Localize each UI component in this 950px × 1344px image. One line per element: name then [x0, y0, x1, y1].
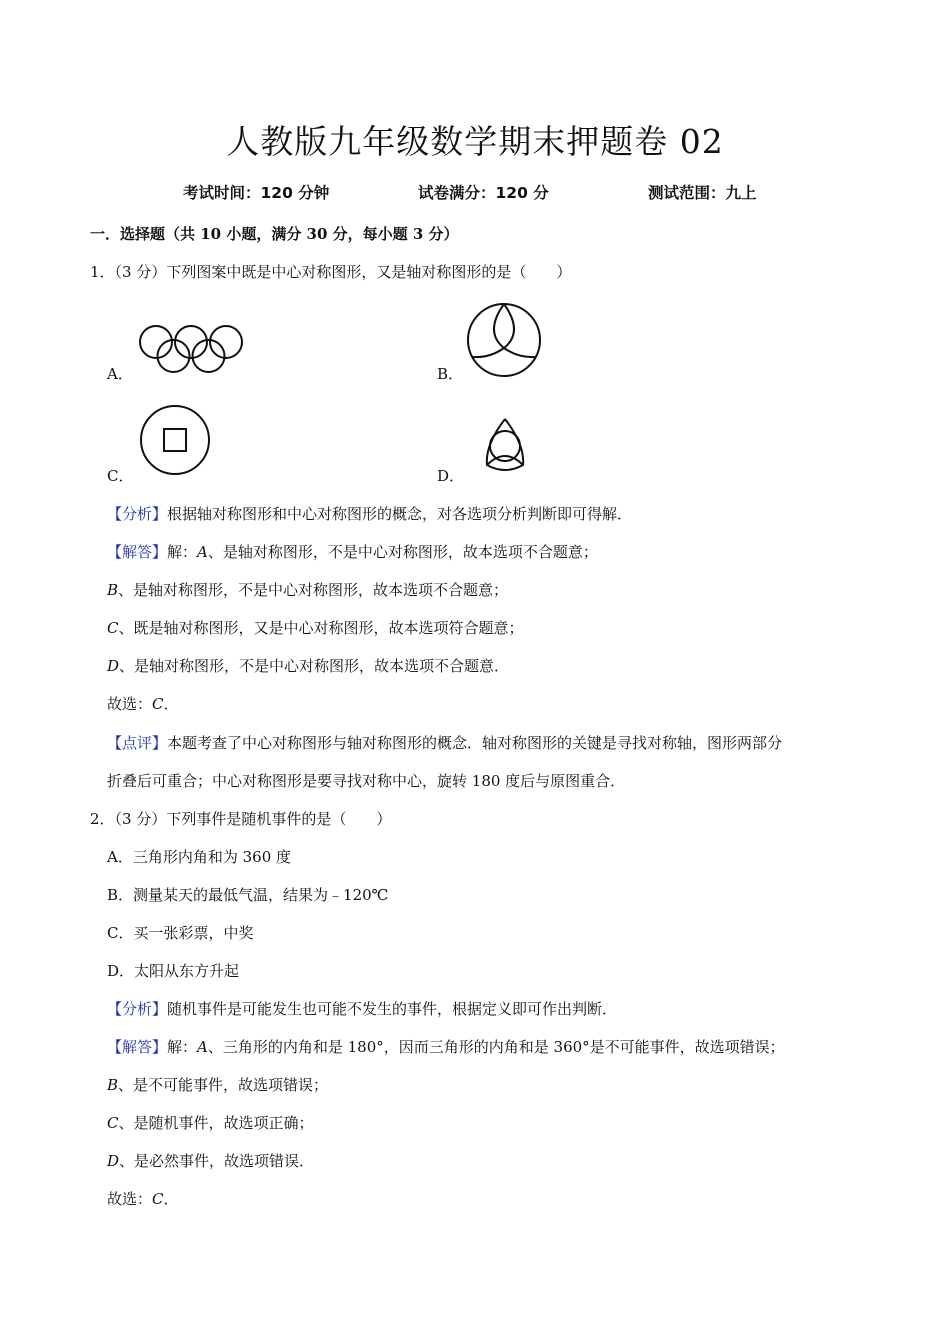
exam-score: 试卷满分：120 分 — [418, 184, 549, 202]
q1-option-d-label: D． — [437, 467, 465, 485]
q1-answer-line-1: 【解答】解：A、是轴对称图形，不是中心对称图形，故本选项不合题意； — [107, 543, 598, 561]
q1-analysis: 【分析】根据轴对称图形和中心对称图形的概念，对各选项分析判断即可得解． — [107, 505, 633, 523]
q2-answer-tag: 【解答】 — [107, 1038, 168, 1056]
circle-three-arcs-icon — [466, 302, 542, 378]
exam-scope: 测试范围：九上 — [648, 184, 757, 202]
q2-analysis: 【分析】随机事件是可能发生也可能不发生的事件，根据定义即可作出判断． — [107, 1000, 618, 1018]
q2-choice: 故选：C． — [107, 1190, 179, 1208]
q1-option-a-label: A． — [107, 365, 133, 383]
exam-time: 考试时间：120 分钟 — [183, 184, 330, 202]
q1-analysis-tag: 【分析】 — [107, 505, 168, 523]
q2-option-b: B．测量某天的最低气温，结果为﹣120℃ — [107, 886, 389, 904]
q2-option-d: D．太阳从东方升起 — [107, 962, 240, 980]
q1-choice: 故选：C． — [107, 695, 179, 713]
q2-option-a: A．三角形内角和为 360 度 — [107, 848, 291, 866]
triquetra-icon — [481, 417, 529, 475]
q1-answer-line-4: D、是轴对称图形，不是中心对称图形，故本选项不合题意． — [107, 657, 510, 675]
page-title: 人教版九年级数学期末押题卷 02 — [226, 122, 724, 161]
q1-comment-line-2: 折叠后可重合；中心对称图形是要寻找对称中心，旋转 180 度后与原图重合． — [107, 772, 626, 790]
section-heading: 一．选择题（共 10 小题，满分 30 分，每小题 3 分） — [90, 225, 459, 243]
q1-option-c-label: C． — [107, 467, 134, 485]
q1-comment-tag: 【点评】 — [107, 734, 168, 752]
coin-square-hole-icon — [139, 404, 211, 476]
q1-answer-tag: 【解答】 — [107, 543, 168, 561]
q2-answer-line-4: D、是必然事件，故选项错误． — [107, 1152, 315, 1170]
q1-comment-line-1: 【点评】本题考查了中心对称图形与轴对称图形的概念．轴对称图形的关键是寻找对称轴，图形两部分 — [107, 734, 783, 752]
q1-answer-line-3: C、既是轴对称图形，又是中心对称图形，故本选项符合题意； — [107, 619, 524, 637]
q2-answer-line-3: C、是随机事件，故选项正确； — [107, 1114, 314, 1132]
q2-answer-line-2: B、是不可能事件，故选项错误； — [107, 1076, 329, 1094]
q2-answer-line-1: 【解答】解：A、三角形的内角和是 180°，因而三角形的内角和是 360°是不可能事件，故选项错误； — [107, 1038, 785, 1056]
q1-option-b-label: B． — [437, 365, 464, 383]
q2-analysis-tag: 【分析】 — [107, 1000, 168, 1018]
olympic-rings-icon — [136, 324, 246, 376]
q1-stem: 1．（3 分）下列图案中既是中心对称图形，又是轴对称图形的是（ ） — [90, 263, 572, 281]
q1-answer-line-2: B、是轴对称图形，不是中心对称图形，故本选项不合题意； — [107, 581, 509, 599]
q2-stem: 2．（3 分）下列事件是随机事件的是（ ） — [90, 810, 392, 828]
q2-option-c: C．买一张彩票，中奖 — [107, 924, 254, 942]
